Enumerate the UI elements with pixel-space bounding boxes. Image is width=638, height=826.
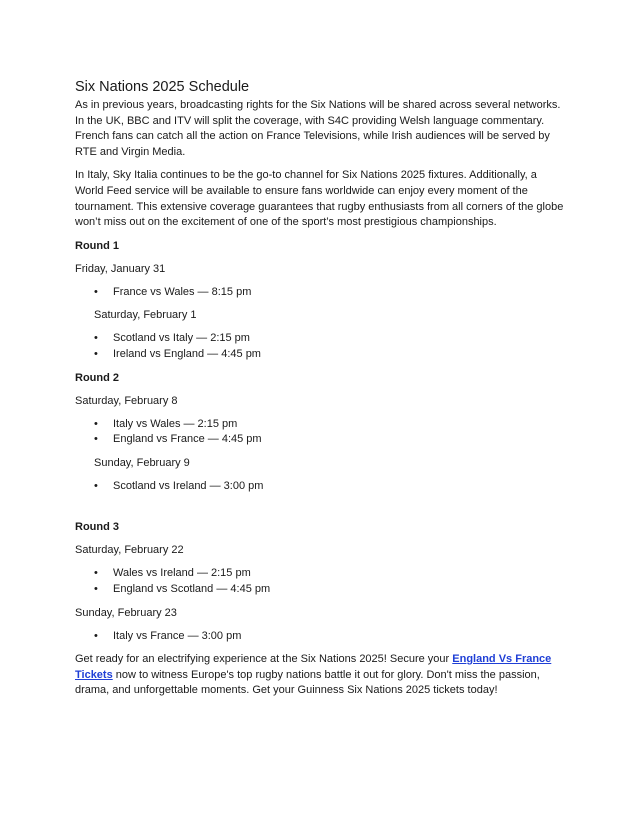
round-3-day-2-date: Sunday, February 23 bbox=[75, 606, 177, 619]
match-item bbox=[94, 582, 564, 598]
match-item bbox=[94, 432, 564, 448]
round-1-day-2-date: Saturday, February 1 bbox=[94, 309, 197, 322]
match-item bbox=[94, 566, 564, 582]
round-2-day-1-matches bbox=[75, 417, 564, 448]
bullet-icon: • bbox=[94, 479, 98, 492]
round-1-day-1-date: Friday, January 31 bbox=[75, 262, 166, 275]
bullet-icon: • bbox=[94, 582, 98, 595]
match-item bbox=[94, 285, 564, 301]
closing-text-after: now to witness Europe's top rugby nations battle it out for glory. Don't miss the passion, drama, and unforgettable moments. Get your Guinness Six Nations 2025 tickets today! bbox=[75, 668, 540, 697]
match-item bbox=[94, 629, 564, 645]
match-text: Ireland vs England — 4:45 pm bbox=[113, 347, 261, 360]
round-3-heading: Round 3 bbox=[75, 521, 119, 534]
round-3-day-1-matches bbox=[75, 566, 564, 597]
match-text: Italy vs Wales — 2:15 pm bbox=[113, 417, 238, 430]
match-text: Scotland vs Italy — 2:15 pm bbox=[113, 332, 250, 345]
closing-text-before: Get ready for an electrifying experience at the Six Nations 2025! Secure your bbox=[75, 653, 453, 666]
match-text: Wales vs Ireland — 2:15 pm bbox=[113, 567, 251, 580]
match-item bbox=[94, 347, 564, 363]
match-text: England vs France — 4:45 pm bbox=[113, 433, 262, 446]
match-item bbox=[94, 331, 564, 347]
document-title: Six Nations 2025 Schedule bbox=[75, 79, 250, 95]
match-item bbox=[94, 417, 564, 433]
match-text: France vs Wales — 8:15 pm bbox=[113, 285, 252, 298]
bullet-icon: • bbox=[94, 417, 98, 430]
bullet-icon: • bbox=[94, 332, 98, 345]
round-1-heading: Round 1 bbox=[75, 239, 119, 252]
round-2-day-2-matches bbox=[75, 479, 564, 495]
bullet-icon: • bbox=[94, 347, 98, 360]
round-2-day-1-date: Saturday, February 8 bbox=[75, 394, 178, 407]
round-2-day-2-date: Sunday, February 9 bbox=[94, 456, 190, 469]
spacer bbox=[75, 502, 564, 518]
round-1-day-1-matches bbox=[75, 285, 564, 301]
bullet-icon: • bbox=[94, 629, 98, 642]
intro-paragraph-1: As in previous years, broadcasting rights for the Six Nations will be shared across several networks. In the UK, BBC and ITV will split the coverage, with S4C providing Welsh language commentary. French fans can catch all the action on France Televisions, while Irish audiences will be served by RTE and Virgin Media. bbox=[75, 99, 561, 158]
closing-paragraph bbox=[75, 652, 564, 699]
match-item bbox=[94, 479, 564, 495]
round-2-heading: Round 2 bbox=[75, 371, 119, 384]
bullet-icon: • bbox=[94, 285, 98, 298]
intro-paragraph-2: In Italy, Sky Italia continues to be the go-to channel for Six Nations 2025 fixtures. Additionally, a World Feed service will be available to ensure fans worldwide can enjoy every moment of the tournament. This extensive coverage guarantees that rugby enthusiasts from all corners of the globe won’t miss out on the excitement of one of the sport’s most prestigious championships. bbox=[75, 169, 564, 229]
round-3-day-2-matches bbox=[75, 629, 564, 645]
match-text: Scotland vs Ireland — 3:00 pm bbox=[113, 479, 264, 492]
tickets-link[interactable]: England Vs France Tickets bbox=[75, 653, 552, 681]
round-3-day-1-date: Saturday, February 22 bbox=[75, 544, 184, 557]
bullet-icon: • bbox=[94, 567, 98, 580]
bullet-icon: • bbox=[94, 433, 98, 446]
match-text: Italy vs France — 3:00 pm bbox=[113, 629, 242, 642]
round-1-day-2-matches bbox=[75, 331, 564, 362]
match-text: England vs Scotland — 4:45 pm bbox=[113, 582, 271, 595]
